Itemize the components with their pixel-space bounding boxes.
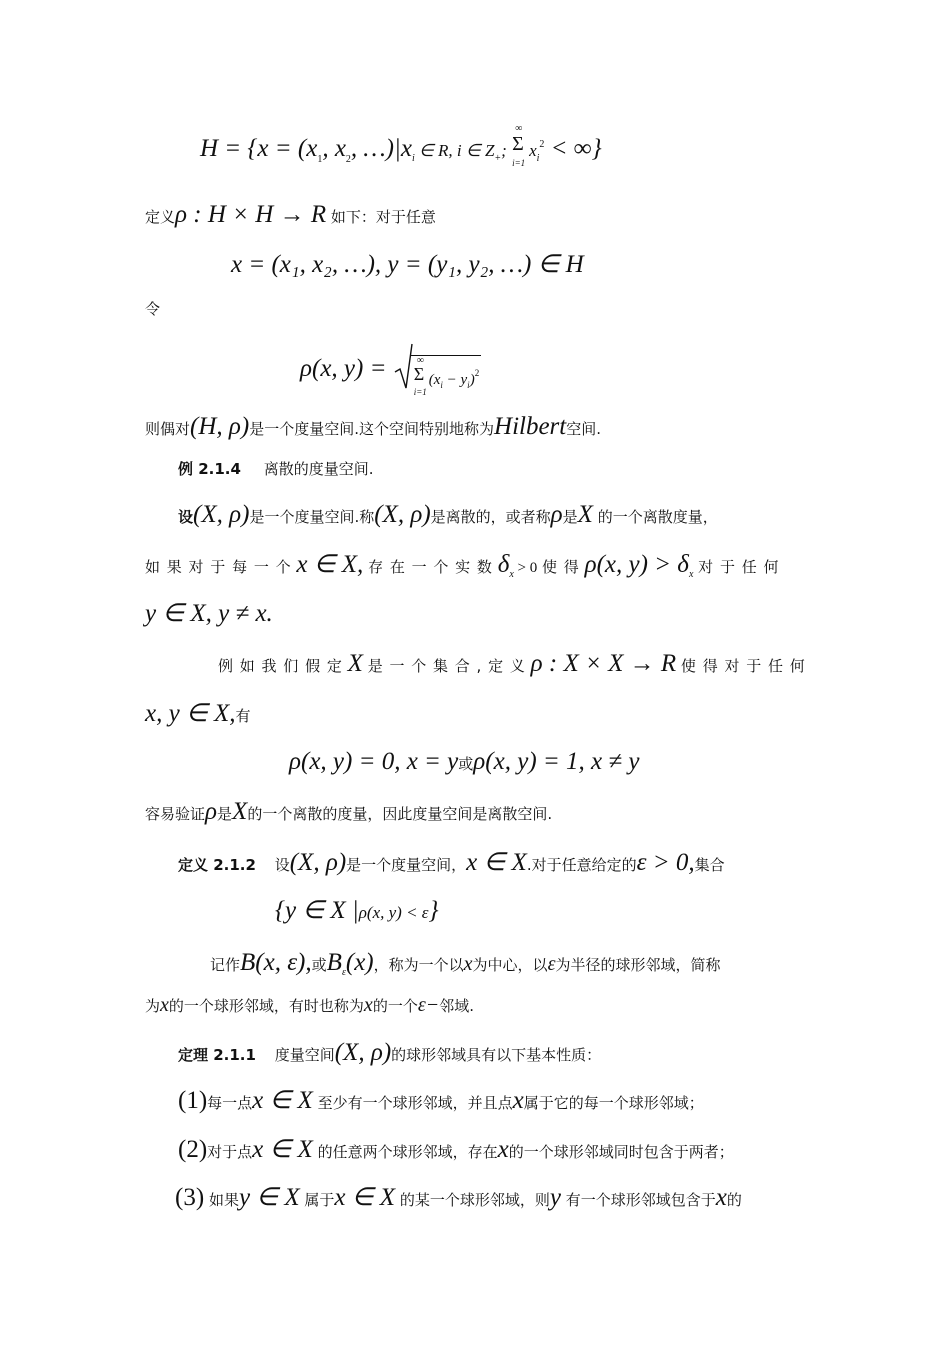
property-3: (3) 如果y ∈ X 属于x ∈ X 的某一个球形邻域，则y 有一个球形邻域包含于x的 (175, 1184, 742, 1211)
sqrt-sign-icon (393, 342, 413, 390)
paragraph-ball-line1: 记作B(x, ε),或$B_\varepsilon(x)$，称为一个以x为中心，以ε为半径的球形邻域，简称 (210, 949, 721, 978)
paragraph-verify: 容易验证ρ是X的一个离散的度量，因此度量空间是离散空间. (145, 798, 553, 825)
property-1: (1)每一点x ∈ X 至少有一个球形邻域，并且点x属于它的每一个球形邻域； (178, 1087, 704, 1114)
theorem-label: 定理 2.1.1 (178, 1046, 256, 1064)
example-heading (178, 462, 374, 477)
paragraph-discrete-line3: y ∈ X, y ≠ x. (145, 600, 273, 627)
theorem-211: 定理 2.1.1 度量空间(X, ρ)的球形邻域具有以下基本性质： (178, 1039, 602, 1066)
paragraph-ball-line2: 为x的一个球形邻域，有时也称为x的一个ε−邻域. (145, 994, 474, 1016)
paragraph-discrete-line1: 设(X, ρ)是一个度量空间.称(X, ρ)是离散的，或者称ρ是X 的一个离散度量， (178, 501, 718, 528)
paragraph-define-rho: 定义ρ : H × H → R 如下：对于任意 (145, 201, 436, 228)
let-word: 令 (145, 300, 161, 318)
formula-text: H = {x = (x (200, 135, 318, 162)
xy-in-H-formula: x = (x₁, x₂, …), y = (y₁, y₂, …) ∈ H (231, 251, 584, 278)
sum-symbol: ∞ Σ i=1 (512, 123, 526, 168)
example-label: 例 2.1.4 (178, 460, 241, 478)
paragraph-hilbert: 则偶对(H, ρ)是一个度量空间.这个空间特别地称为Hilbert空间. (145, 413, 602, 440)
hilbert-set-formula: $H = \{x = (x_1$, $x_2$, $\dots)|x_i$ ∈ R, i ∈ $Z_+$; ∞ Σ i=1 $x_i^2$ < ∞} (200, 123, 602, 168)
definition-label: 定义 2.1.2 (178, 856, 256, 874)
ball-set-formula: {y ∈ X |ρ(x, y) < ε} (275, 897, 439, 924)
property-2: (2)对于点x ∈ X 的任意两个球形邻域，存在x的一个球形邻域同时包含于两者； (178, 1136, 734, 1163)
example-title: 离散的度量空间. (263, 460, 374, 478)
paragraph-example-line1: 例 如 我 们 假 定 X 是 一 个 集 合 , 定 义 ρ : X × X → R 使 得 对 于 任 何 (218, 650, 806, 677)
rho-formula: ρ(x, y) = ∞ Σ i=1 $(x_i - y_i)^2$ (300, 342, 481, 394)
sqrt-radicand: ∞ Σ i=1 $(x_i - y_i)^2$ (411, 355, 481, 394)
definition-212: 定义 2.1.2 设(X, ρ)是一个度量空间，x ∈ X.对于任意给定的ε > 0,集合 (178, 849, 725, 876)
paragraph-discrete-line2: 如 果 对 于 每 一 个 x ∈ X, 存 在 一 个 实 数 $\delta_x > 0$ 使 得 ρ(x, $y) > \delta_x$ 对 于 任 何 (145, 551, 780, 580)
discrete-metric-formula: ρ(x, y) = 0, x = y或ρ(x, y) = 1, x ≠ y (289, 748, 640, 775)
paragraph-example-line2: x, y ∈ X,有 (145, 700, 251, 727)
